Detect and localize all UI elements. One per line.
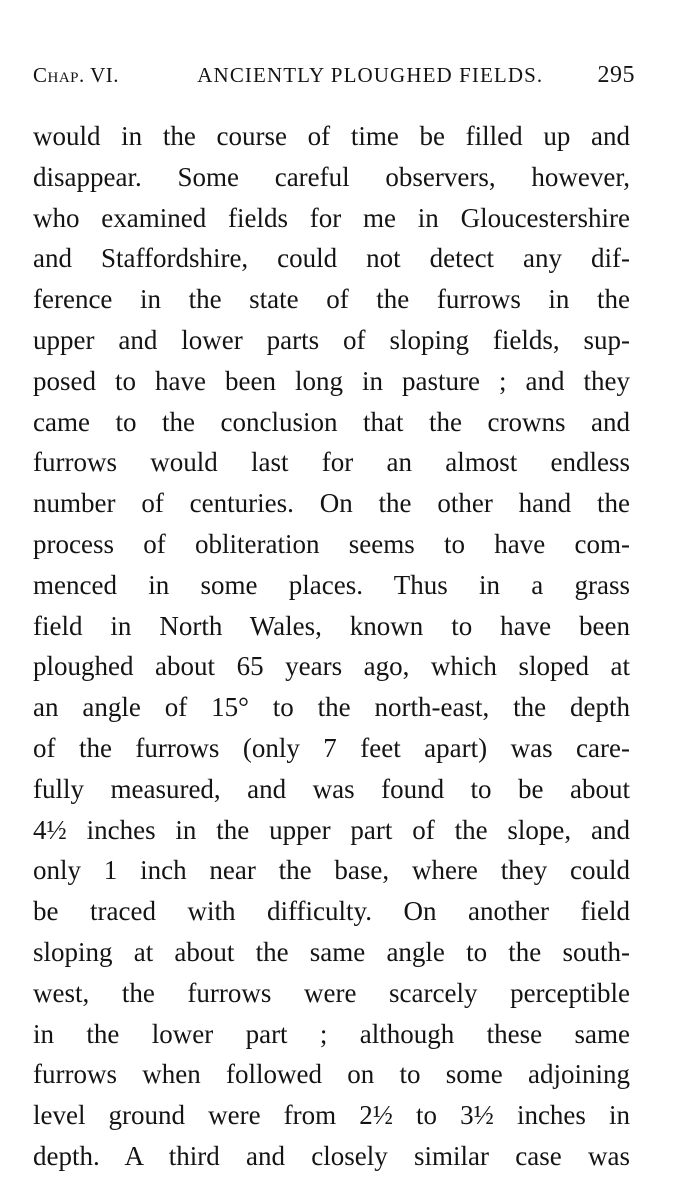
running-title: ANCIENTLY PLOUGHED FIELDS. <box>197 63 544 87</box>
text-line: posed to have been long in pasture ; and they <box>33 365 630 396</box>
running-head <box>33 62 635 90</box>
text-line: who examined fields for me in Gloucestershire <box>33 202 630 233</box>
text-line: upper and lower parts of sloping fields, sup- <box>33 324 630 355</box>
text-line: fully measured, and was found to be about <box>33 773 630 804</box>
text-line: furrows when followed on to some adjoining <box>33 1059 630 1090</box>
text-line: sloping at about the same angle to the south- <box>33 936 630 967</box>
text-line: ference in the state of the furrows in the <box>33 284 630 315</box>
text-line: would in the course of time be filled up and <box>33 121 630 151</box>
chapter-label: Chap. VI. <box>33 63 120 87</box>
page-number: 295 <box>597 62 635 88</box>
text-line: be traced with difficulty. On another field <box>33 896 630 927</box>
text-line: came to the conclusion that the crowns and <box>33 406 630 437</box>
text-line: menced in some places. Thus in a grass <box>33 569 630 600</box>
text-line: level ground were from 2½ to 3½ inches in <box>33 1100 630 1131</box>
text-line: ploughed about 65 years ago, which sloped at <box>33 651 630 682</box>
text-line: of the furrows (only 7 feet apart) was care- <box>33 732 630 763</box>
text-line: depth. A third and closely similar case was <box>33 1140 630 1171</box>
text-line: an angle of 15° to the north-east, the depth <box>33 692 630 723</box>
text-line: in the lower part ; although these same <box>33 1018 630 1049</box>
text-line: process of obliteration seems to have com- <box>33 528 630 559</box>
body-text <box>33 116 630 1177</box>
text-line: number of centuries. On the other hand the <box>33 488 630 519</box>
text-line: west, the furrows were scarcely perceptible <box>33 977 630 1008</box>
text-line: and Staffordshire, could not detect any dif- <box>33 243 630 274</box>
text-line: 4½ inches in the upper part of the slope, and <box>33 814 630 845</box>
text-line: only 1 inch near the base, where they could <box>33 855 630 886</box>
text-line: field in North Wales, known to have been <box>33 610 630 641</box>
text-line: furrows would last for an almost endless <box>33 447 630 478</box>
text-line: disappear. Some careful observers, however, <box>33 161 630 192</box>
